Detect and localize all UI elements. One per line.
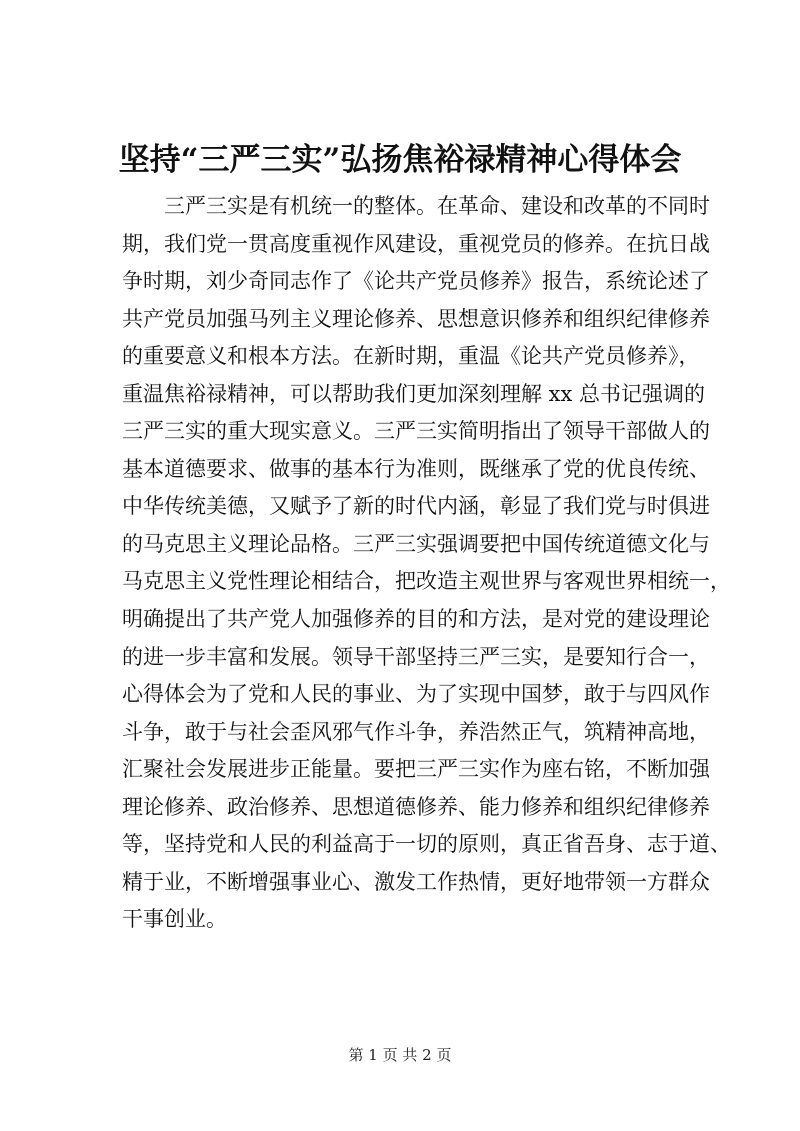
paragraph-line: 基本道德要求、做事的基本行为准则，既继承了党的优良传统、 — [122, 456, 710, 481]
paragraph-line: 重温焦裕禄精神，可以帮助我们更加深刻理解 xx 总书记强调的 — [122, 381, 706, 406]
paragraph-line: 心得体会为了党和人民的事业、为了实现中国梦，敢于与四风作 — [122, 682, 710, 707]
paragraph-line: 等，坚持党和人民的利益高于一切的原则，真正省吾身、志于道、 — [122, 832, 731, 857]
paragraph-line: 三严三实的重大现实意义。三严三实简明指出了领导干部做人的 — [122, 419, 710, 444]
paragraph-line: 理论修养、政治修养、思想道德修养、能力修养和组织纪律修养 — [122, 794, 710, 819]
paragraph-line: 中华传统美德，又赋予了新的时代内涵，彰显了我们党与时俱进 — [122, 494, 710, 519]
paragraph-line: 马克思主义党性理论相结合，把改造主观世界与客观世界相统一， — [122, 569, 731, 594]
paragraph-line: 精于业，不断增强事业心、激发工作热情，更好地带领一方群众 — [122, 869, 710, 894]
paragraph-line: 汇聚社会发展进步正能量。要把三严三实作为座右铭，不断加强 — [122, 757, 710, 782]
document-body — [122, 188, 731, 939]
document-title: 坚持“三严三实”弘扬焦裕禄精神心得体会 — [118, 142, 682, 178]
paragraph-line: 明确提出了共产党人加强修养的目的和方法，是对党的建设理论 — [122, 607, 710, 632]
paragraph-line: 期，我们党一贯高度重视作风建设，重视党员的修养。在抗日战 — [122, 231, 710, 256]
paragraph-line: 的重要意义和根本方法。在新时期，重温《论共产党员修养》， — [122, 344, 700, 369]
paragraph-line: 的进一步丰富和发展。领导干部坚持三严三实，是要知行合一， — [122, 644, 710, 669]
paragraph-line: 干事创业。 — [122, 907, 227, 932]
paragraph-line: 的马克思主义理论品格。三严三实强调要把中国传统道德文化与 — [122, 531, 710, 556]
paragraph-line: 争时期，刘少奇同志作了《论共产党员修养》报告，系统论述了 — [122, 269, 710, 294]
paragraph-line: 三严三实是有机统一的整体。在革命、建设和改革的不同时 — [164, 194, 710, 218]
paragraph-line: 斗争，敢于与社会歪风邪气作斗争，养浩然正气，筑精神高地， — [122, 719, 710, 744]
page-footer: 第 1 页 共 2 页 — [348, 1046, 452, 1064]
paragraph-line: 共产党员加强马列主义理论修养、思想意识修养和组织纪律修养 — [122, 306, 710, 331]
